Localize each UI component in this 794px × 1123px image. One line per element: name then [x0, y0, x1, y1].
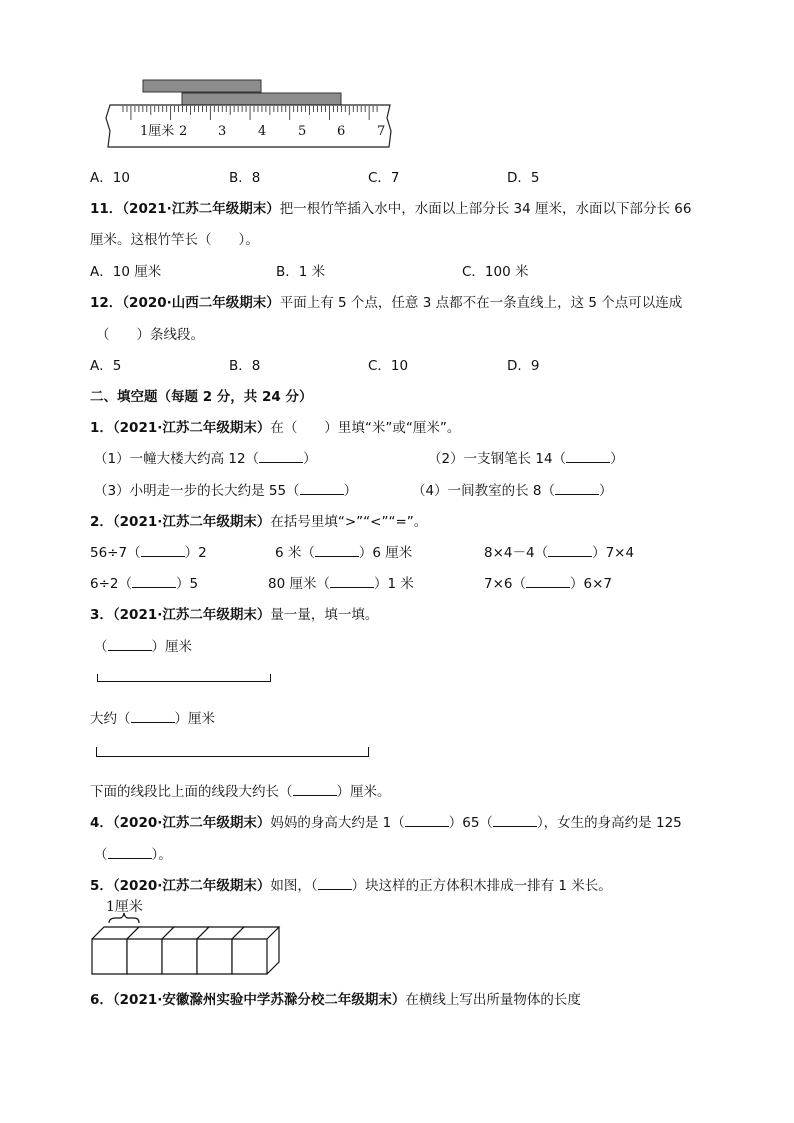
ruler-number: 4: [258, 124, 267, 139]
f5-line: 5．（2020·江苏二年级期末）如图，（ ）块这样的正方体积木排成一排有 1 米长。: [90, 878, 612, 894]
segment-long-left-end: [96, 747, 97, 757]
answer-blank[interactable]: [330, 587, 374, 588]
f6-source: （2021·安徽滁州实验中学苏滁分校二年级期末）: [112, 992, 406, 1008]
f6-number: 6．: [90, 992, 113, 1008]
segment-long-right-end: [368, 747, 369, 757]
q10-option-b[interactable]: B．8: [229, 170, 261, 186]
q12-line1: [90, 291, 682, 311]
answer-blank[interactable]: [318, 889, 352, 890]
ruler-number: 6: [337, 124, 346, 139]
f1-item-2: [428, 447, 624, 467]
f1-number: 1．: [90, 420, 113, 436]
ruler-number: 2: [179, 124, 188, 139]
f3-answer-1: （ ）厘米: [94, 639, 192, 655]
f3-answer-3: 下面的线段比上面的线段大约长（ ）厘米。: [90, 784, 391, 800]
close-paren: ）: [303, 451, 317, 467]
q11-option-c[interactable]: C．100 米: [462, 264, 529, 280]
segment-short-left-end: [97, 674, 98, 682]
f1-item-2-text: （2）一支钢笔长 14（: [428, 451, 567, 467]
cube-row: [92, 927, 279, 974]
ruler-figure: [100, 76, 400, 150]
f2-row1-col2: 6 米（ ）6 厘米: [275, 545, 413, 561]
f1-item-4-text: （4）一间教室的长 8（: [412, 483, 555, 499]
f6-line: [90, 988, 581, 1008]
f2-line: [90, 510, 427, 530]
answer-blank[interactable]: [548, 556, 592, 557]
f3-number: 3．: [90, 607, 113, 623]
answer-blank[interactable]: [131, 722, 175, 723]
answer-blank[interactable]: [259, 462, 303, 463]
q10-option-a[interactable]: A．10: [90, 170, 130, 186]
answer-blank[interactable]: [300, 494, 344, 495]
f2-row2-col1: 6÷2（ ）5: [90, 576, 199, 592]
q11-line1: [90, 197, 691, 217]
f1-item-1-text: （1）一幢大楼大约高 12（: [94, 451, 260, 467]
answer-blank[interactable]: [141, 556, 185, 557]
upper-bar: [143, 80, 261, 92]
q11-option-b[interactable]: B．1 米: [276, 264, 326, 280]
f5-source: （2020·江苏二年级期末）: [112, 878, 271, 894]
lower-bar: [182, 93, 341, 105]
f2-source: （2021·江苏二年级期末）: [112, 514, 271, 530]
ruler-number: 3: [218, 124, 227, 139]
answer-blank[interactable]: [293, 795, 337, 796]
ruler-unit-label: 1厘米: [140, 124, 175, 139]
q12-option-c[interactable]: C．10: [368, 358, 409, 374]
f5-number: 5．: [90, 878, 113, 894]
f1-line: [90, 416, 460, 436]
cube-label: 1厘米: [106, 899, 143, 915]
q12-option-b[interactable]: B．8: [229, 358, 261, 374]
close-paren: ）: [343, 483, 358, 499]
f4-number: 4．: [90, 815, 113, 831]
f1-source: （2021·江苏二年级期末）: [112, 420, 271, 436]
q12-text1: 平面上有 5 个点，任意 3 点都不在一条直线上，这 5 个点可以连成: [279, 295, 683, 311]
q10-option-d[interactable]: D．5: [507, 170, 540, 186]
ruler-number: 5: [298, 124, 307, 139]
f3-source: （2021·江苏二年级期末）: [112, 607, 271, 623]
section-title: 二、填空题（每题 2 分，共 24 分）: [90, 389, 313, 405]
f1-item-1: [94, 447, 317, 467]
q12-source: （2020·山西二年级期末）: [122, 295, 280, 311]
answer-blank[interactable]: [493, 826, 537, 827]
cube: [232, 927, 279, 974]
segment-short: [97, 681, 271, 682]
f2-row2-col3: 7×6（ ）6×7: [484, 576, 612, 592]
f4-line: 4．（2020·江苏二年级期末）妈妈的身高大约是 1（ ）65（ ），女生的身高约是 125: [90, 815, 682, 831]
q11-text2: 厘米。这根竹竿长（ ）。: [90, 232, 259, 248]
answer-blank[interactable]: [315, 556, 359, 557]
answer-blank[interactable]: [108, 650, 152, 651]
answer-blank[interactable]: [132, 587, 176, 588]
q11-text1: 把一根竹竿插入水中，水面以上部分长 34 厘米，水面以下部分长 66: [279, 201, 692, 217]
f2-number: 2．: [90, 514, 113, 530]
segment-long: [96, 756, 369, 757]
f2-row1-col1: 56÷7（ ）2: [90, 545, 207, 561]
q12-text2: （ ）条线段。: [96, 327, 204, 343]
answer-blank[interactable]: [526, 587, 570, 588]
f1-item-3-text: （3）小明走一步的长大约是 55（: [94, 483, 300, 499]
q12-option-d[interactable]: D．9: [507, 358, 540, 374]
q12-option-a[interactable]: A．5: [90, 358, 122, 374]
segment-short-right-end: [270, 674, 271, 682]
f3-text: 量一量，填一填。: [270, 607, 379, 623]
close-paren: ）: [610, 451, 624, 467]
f1-item-3: [94, 479, 357, 499]
q10-option-c[interactable]: C．7: [368, 170, 400, 186]
f3-answer-2: 大约（ ）厘米: [90, 711, 215, 727]
f4-source: （2020·江苏二年级期末）: [112, 815, 271, 831]
f3-line: [90, 603, 378, 623]
f2-text: 在括号里填“>”“<”“=”。: [270, 514, 428, 530]
q11-option-a[interactable]: A．10 厘米: [90, 264, 162, 280]
answer-blank[interactable]: [555, 494, 599, 495]
ruler-number: 7: [377, 124, 386, 139]
q11-number: 11．: [90, 201, 123, 217]
close-paren: ）: [598, 483, 613, 499]
q11-source: （2021·江苏二年级期末）: [122, 201, 280, 217]
answer-blank[interactable]: [108, 858, 152, 859]
f4-line2: （ ）。: [94, 847, 172, 863]
answer-blank[interactable]: [405, 826, 449, 827]
f1-text: 在（ ）里填“米”或“厘米”。: [270, 420, 461, 436]
cube-figure: [86, 896, 296, 982]
f2-row2-col2: 80 厘米（ ）1 米: [268, 576, 414, 592]
f1-item-4: [412, 479, 612, 499]
f2-row1-col3: 8×4－4（ ）7×4: [484, 545, 635, 561]
f6-text: 在横线上写出所量物体的长度: [405, 992, 581, 1008]
answer-blank[interactable]: [566, 462, 610, 463]
q12-number: 12．: [90, 295, 123, 311]
